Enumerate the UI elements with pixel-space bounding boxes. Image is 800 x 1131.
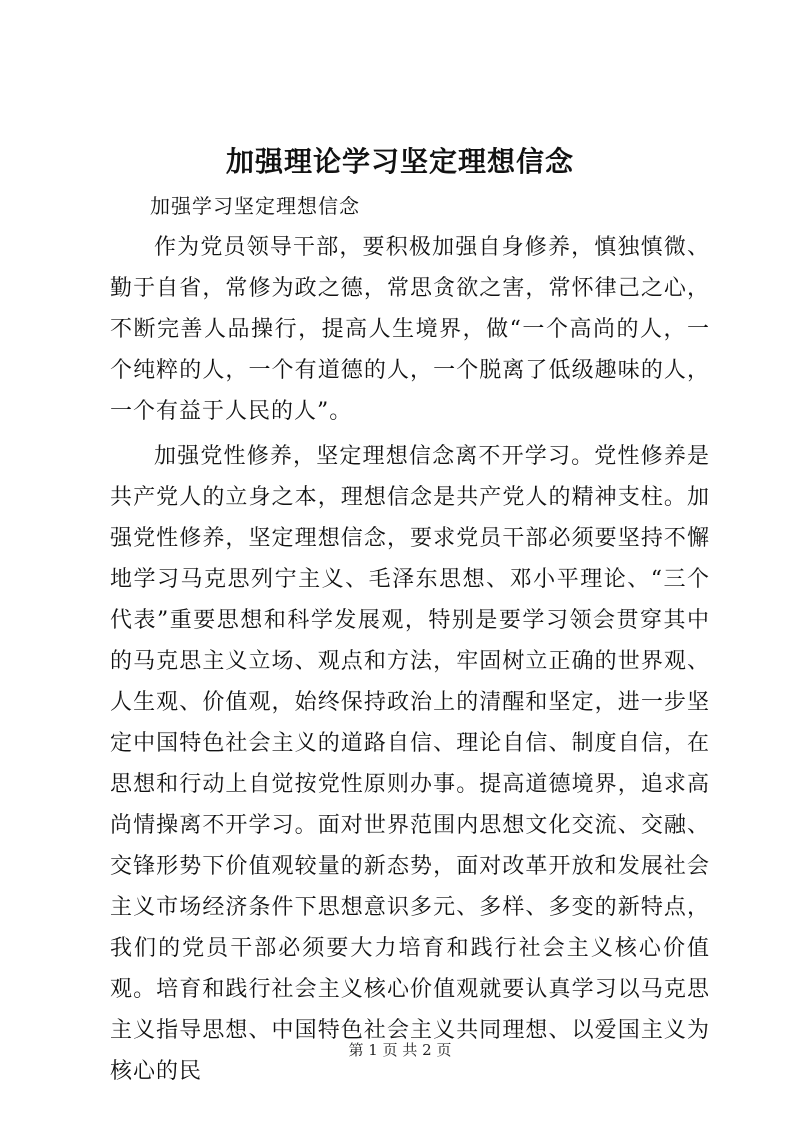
document-body <box>110 186 710 1092</box>
document-title: 加强理论学习坚定理想信念 <box>225 145 574 178</box>
document-subheading: 加强学习坚定理想信念 <box>150 194 360 218</box>
paragraph: 加强党性修养，坚定理想信念离不开学习。党性修养是共产党人的立身之本，理想信念是共产党人的精神支柱。加强党性修养，坚定理想信念，要求党员干部必须要坚持不懈地学习马克思列宁主义、毛泽东思想、邓小平理论、“三个代表”重要思想和科学发展观，特别是要学习领会贯穿其中的马克思主义立场、观点和方法，牢固树立正确的世界观、人生观、价值观，始终保持政治上的清醒和坚定，进一步坚定中国特色社会主义的道路自信、理论自信、制度自信，在思想和行动上自觉按党性原则办事。提高道德境界，追求高尚情操离不开学习。面对世界范围内思想文化交流、交融、交锋形势下价值观较量的新态势，面对改革开放和发展社会主义市场经济条件下思想意识多元、多样、多变的新特点，我们的党员干部必须要大力培育和践行社会主义核心价值观。培育和践行社会主义核心价值观就要认真学习以马克思主义指导思想、中国特色社会主义共同理想、以爱国主义为核心的民 <box>110 444 710 1084</box>
paragraph: 作为党员领导干部，要积极加强自身修养，慎独慎微、勤于自省，常修为政之德，常思贪欲之害，常怀律己之心，不断完善人品操行，提高人生境界，做“一个高尚的人，一个纯粹的人，一个有道德的人，一个脱离了低级趣味的人，一个有益于人民的人”。 <box>110 235 710 424</box>
page-footer: 第 1 页 共 2 页 <box>348 1041 452 1059</box>
